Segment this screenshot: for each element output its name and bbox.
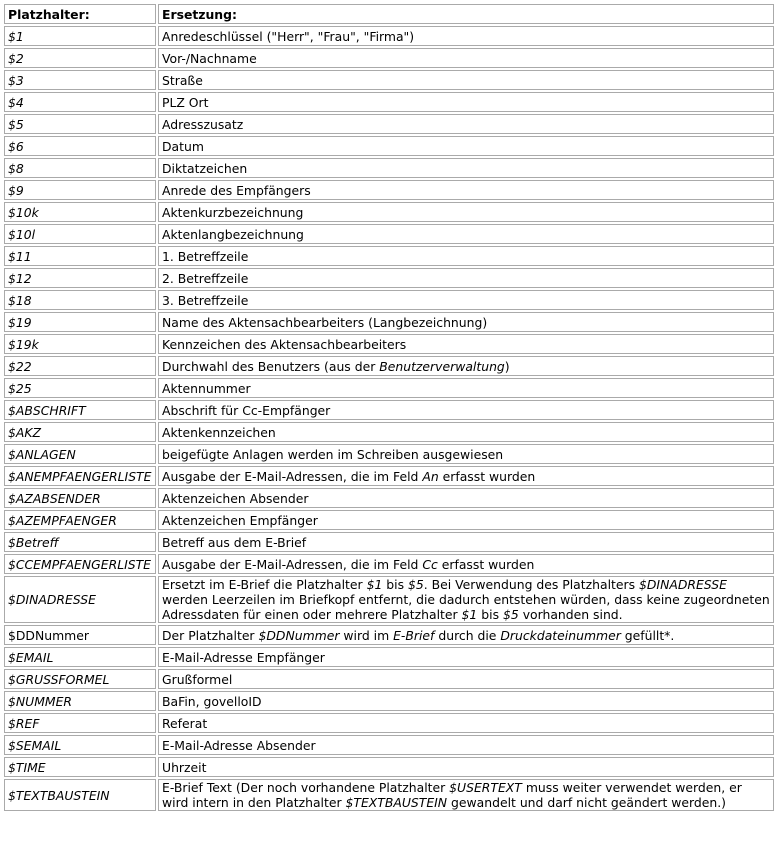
placeholder-key: $NUMMER xyxy=(4,691,156,711)
description-text: Aktenkurzbezeichnung xyxy=(162,204,304,220)
description-text: Referat xyxy=(162,715,208,731)
description-text: Ausgabe der E-Mail-Adressen, die im Feld xyxy=(162,556,423,572)
placeholder-key: $AKZ xyxy=(4,422,156,442)
placeholder-key: $2 xyxy=(4,48,156,68)
description-text: werden Leerzeilen im Briefkopf entfernt, die dadurch entstehen würden, dass keine zugeordneten Adressdaten für einen oder mehrere Platzhalter xyxy=(162,592,770,622)
placeholder-description xyxy=(158,691,774,711)
description-text: Kennzeichen des Aktensachbearbeiters xyxy=(162,336,407,352)
description-text: bis xyxy=(382,577,408,592)
placeholder-key: $4 xyxy=(4,92,156,112)
description-text: Uhrzeit xyxy=(162,759,207,775)
placeholder-description xyxy=(158,92,774,112)
description-text: Der Platzhalter xyxy=(162,627,259,643)
description-text: E-Brief Text (Der noch vorhandene Platzhalter xyxy=(162,780,450,795)
placeholder-description xyxy=(158,532,774,552)
emphasis-text: $1 xyxy=(461,607,478,622)
placeholder-description xyxy=(158,422,774,442)
table-row xyxy=(4,312,774,332)
placeholder-description xyxy=(158,268,774,288)
placeholder-table xyxy=(2,2,776,813)
table-row xyxy=(4,735,774,755)
placeholder-description xyxy=(158,136,774,156)
placeholder-description xyxy=(158,312,774,332)
header-replacement: Ersetzung: xyxy=(158,4,774,24)
description-text: Vor-/Nachname xyxy=(162,50,257,66)
description-text: wird im xyxy=(339,627,394,643)
table-row xyxy=(4,510,774,530)
placeholder-description xyxy=(158,444,774,464)
description-text: . Bei Verwendung des Platzhalters xyxy=(423,577,639,592)
placeholder-description xyxy=(158,70,774,90)
table-row xyxy=(4,334,774,354)
table-row xyxy=(4,92,774,112)
placeholder-description xyxy=(158,180,774,200)
placeholder-key: $ANLAGEN xyxy=(4,444,156,464)
placeholder-key: $GRUSSFORMEL xyxy=(4,669,156,689)
table-row xyxy=(4,26,774,46)
table-row xyxy=(4,488,774,508)
table-row xyxy=(4,691,774,711)
description-text: Aktenzeichen Absender xyxy=(162,490,309,506)
placeholder-description xyxy=(158,576,774,623)
table-row xyxy=(4,713,774,733)
placeholder-key: $1 xyxy=(4,26,156,46)
description-text: erfasst wurden xyxy=(438,468,536,484)
description-text: Name des Aktensachbearbeiters (Langbezeichnung) xyxy=(162,314,488,330)
description-text: gewandelt und darf nicht geändert werden.) xyxy=(447,795,726,810)
placeholder-description xyxy=(158,554,774,574)
placeholder-key: $18 xyxy=(4,290,156,310)
placeholder-key: $Betreff xyxy=(4,532,156,552)
description-text: gefüllt*. xyxy=(620,627,675,643)
description-text: PLZ Ort xyxy=(162,94,209,110)
description-text: Anredeschlüssel ("Herr", "Frau", "Firma") xyxy=(162,28,415,44)
table-row xyxy=(4,532,774,552)
header-placeholder: Platzhalter: xyxy=(4,4,156,24)
placeholder-description xyxy=(158,48,774,68)
placeholder-description xyxy=(158,378,774,398)
table-row xyxy=(4,378,774,398)
description-text: beigefügte Anlagen werden im Schreiben ausgewiesen xyxy=(162,446,504,462)
placeholder-description xyxy=(158,158,774,178)
header-row xyxy=(4,4,774,24)
placeholder-key: $9 xyxy=(4,180,156,200)
description-text: Diktatzeichen xyxy=(162,160,248,176)
description-text: muss weiter verwendet werden, er wird intern in den Platzhalter xyxy=(162,780,742,810)
description-text: Durchwahl des Benutzers (aus der xyxy=(162,358,380,374)
emphasis-text: E-Brief xyxy=(393,627,435,643)
placeholder-description xyxy=(158,26,774,46)
description-text: bis xyxy=(477,607,503,622)
description-text: 1. Betreffzeile xyxy=(162,248,249,264)
table-row xyxy=(4,268,774,288)
table-row xyxy=(4,180,774,200)
placeholder-key: $DINADRESSE xyxy=(4,576,156,623)
placeholder-key: $10l xyxy=(4,224,156,244)
placeholder-description xyxy=(158,224,774,244)
table-row xyxy=(4,246,774,266)
placeholder-key: $EMAIL xyxy=(4,647,156,667)
placeholder-key: $11 xyxy=(4,246,156,266)
description-text: Anrede des Empfängers xyxy=(162,182,311,198)
placeholder-description xyxy=(158,466,774,486)
description-text: Datum xyxy=(162,138,204,154)
placeholder-description xyxy=(158,735,774,755)
table-row xyxy=(4,554,774,574)
description-text: Aktenzeichen Empfänger xyxy=(162,512,318,528)
table-row xyxy=(4,114,774,134)
placeholder-key: $19 xyxy=(4,312,156,332)
emphasis-text: $5 xyxy=(502,607,519,622)
placeholder-key: $REF xyxy=(4,713,156,733)
emphasis-text: $5 xyxy=(408,577,424,592)
description-text: Betreff aus dem E-Brief xyxy=(162,534,307,550)
description-text: Ersetzt im E-Brief die Platzhalter xyxy=(162,577,367,592)
table-row xyxy=(4,444,774,464)
placeholder-key: $AZABSENDER xyxy=(4,488,156,508)
placeholder-key: $DDNummer xyxy=(4,625,156,645)
placeholder-key: $10k xyxy=(4,202,156,222)
placeholder-key: $5 xyxy=(4,114,156,134)
table-row xyxy=(4,576,774,623)
placeholder-description xyxy=(158,779,774,811)
placeholder-description xyxy=(158,400,774,420)
description-text: Aktennummer xyxy=(162,380,251,396)
placeholder-key: $22 xyxy=(4,356,156,376)
placeholder-description xyxy=(158,334,774,354)
emphasis-text: $1 xyxy=(366,577,383,592)
placeholder-key: $25 xyxy=(4,378,156,398)
table-body xyxy=(4,26,774,811)
placeholder-description xyxy=(158,290,774,310)
table-row xyxy=(4,647,774,667)
table-row xyxy=(4,757,774,777)
description-text: 3. Betreffzeile xyxy=(162,292,249,308)
table-row xyxy=(4,466,774,486)
emphasis-text: Cc xyxy=(422,556,438,572)
placeholder-key: $19k xyxy=(4,334,156,354)
placeholder-description xyxy=(158,713,774,733)
description-text: E-Mail-Adresse Empfänger xyxy=(162,649,325,665)
placeholder-key: $CCEMPFAENGERLISTE xyxy=(4,554,156,574)
placeholder-description xyxy=(158,510,774,530)
emphasis-text: Druckdateinummer xyxy=(500,627,621,643)
placeholder-key: $ANEMPFAENGERLISTE xyxy=(4,466,156,486)
description-text: Grußformel xyxy=(162,671,233,687)
table-row xyxy=(4,158,774,178)
placeholder-description xyxy=(158,202,774,222)
description-text: Ausgabe der E-Mail-Adressen, die im Feld xyxy=(162,468,423,484)
emphasis-text: Benutzerverwaltung xyxy=(379,358,505,374)
placeholder-description xyxy=(158,647,774,667)
placeholder-key: $TIME xyxy=(4,757,156,777)
placeholder-key: $SEMAIL xyxy=(4,735,156,755)
table-row xyxy=(4,202,774,222)
emphasis-text: An xyxy=(422,468,439,484)
description-text: erfasst wurden xyxy=(437,556,535,572)
table-row xyxy=(4,70,774,90)
placeholder-key: $12 xyxy=(4,268,156,288)
placeholder-key: $3 xyxy=(4,70,156,90)
description-text: E-Mail-Adresse Absender xyxy=(162,737,316,753)
placeholder-description xyxy=(158,625,774,645)
placeholder-key: $AZEMPFAENGER xyxy=(4,510,156,530)
table-row xyxy=(4,290,774,310)
description-text: vorhanden sind. xyxy=(518,607,623,622)
placeholder-description xyxy=(158,757,774,777)
description-text: Abschrift für Cc-Empfänger xyxy=(162,402,331,418)
placeholder-description xyxy=(158,356,774,376)
placeholder-key: $ABSCHRIFT xyxy=(4,400,156,420)
description-text: Aktenlangbezeichnung xyxy=(162,226,304,242)
description-text: Adresszusatz xyxy=(162,116,244,132)
description-text: durch die xyxy=(434,627,501,643)
description-text: 2. Betreffzeile xyxy=(162,270,249,286)
placeholder-description xyxy=(158,114,774,134)
emphasis-text: $DDNummer xyxy=(258,627,340,643)
table-row xyxy=(4,422,774,442)
table-row xyxy=(4,669,774,689)
placeholder-description xyxy=(158,246,774,266)
table-row xyxy=(4,779,774,811)
placeholder-description xyxy=(158,669,774,689)
description-text: Aktenkennzeichen xyxy=(162,424,276,440)
placeholder-description xyxy=(158,488,774,508)
table-row xyxy=(4,400,774,420)
description-text: Straße xyxy=(162,72,203,88)
table-row xyxy=(4,48,774,68)
table-row xyxy=(4,224,774,244)
table-row xyxy=(4,356,774,376)
emphasis-text: $USERTEXT xyxy=(449,780,522,795)
description-text: ) xyxy=(504,358,510,374)
description-text: BaFin, govelloID xyxy=(162,693,262,709)
placeholder-key: $TEXTBAUSTEIN xyxy=(4,779,156,811)
table-row xyxy=(4,136,774,156)
emphasis-text: $DINADRESSE xyxy=(639,577,727,592)
placeholder-key: $8 xyxy=(4,158,156,178)
table-row xyxy=(4,625,774,645)
emphasis-text: $TEXTBAUSTEIN xyxy=(345,795,448,810)
placeholder-key: $6 xyxy=(4,136,156,156)
